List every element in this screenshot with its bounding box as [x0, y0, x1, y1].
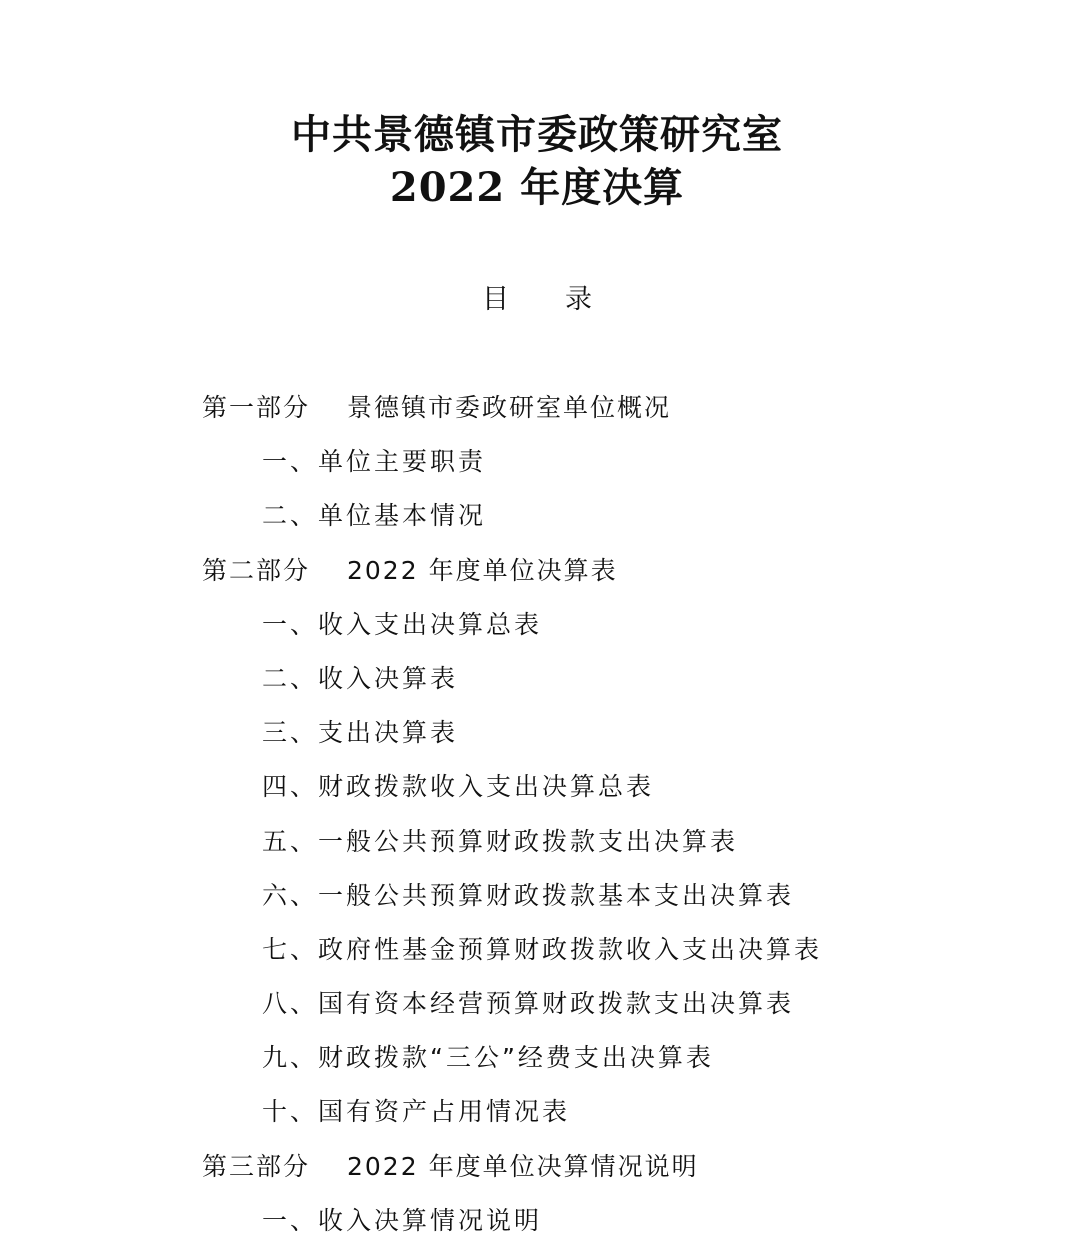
toc-heading	[0, 282, 1074, 318]
toc-item: 八、国有资本经营预算财政拨款支出决算表	[262, 989, 795, 1019]
toc-item: 四、财政拨款收入支出决算总表	[262, 772, 655, 802]
toc-part-label: 第三部分	[202, 1151, 311, 1181]
toc-part-label: 第二部分	[202, 555, 311, 585]
toc-part-heading	[0, 544, 1074, 598]
toc-heading-char: 录	[565, 284, 592, 315]
toc-heading-char: 目	[482, 284, 509, 315]
document-title: 中共景德镇市委政策研究室	[291, 111, 783, 158]
table-of-contents	[0, 381, 1074, 1248]
toc-item: 二、收入决算表	[262, 663, 459, 693]
toc-part-heading	[0, 1140, 1074, 1194]
toc-item: 六、一般公共预算财政拨款基本支出决算表	[262, 880, 795, 910]
toc-item: 二、单位基本情况	[262, 501, 487, 531]
document-subtitle: 2022 年度决算	[389, 164, 685, 211]
toc-item: 七、政府性基金预算财政拨款收入支出决算表	[262, 934, 823, 964]
toc-part-heading	[0, 381, 1074, 435]
toc-item: 一、单位主要职责	[262, 447, 487, 477]
toc-item: 十、国有资产占用情况表	[262, 1097, 571, 1127]
toc-part-title: 2022 年度单位决算情况说明	[347, 1151, 699, 1181]
toc-item: 一、收入决算情况说明	[262, 1205, 543, 1235]
toc-item: 九、财政拨款“三公”经费支出决算表	[262, 1043, 714, 1073]
toc-part-title: 2022 年度单位决算表	[347, 555, 618, 585]
toc-part-title: 景德镇市委政研室单位概况	[347, 393, 672, 422]
toc-item: 一、收入支出决算总表	[262, 609, 543, 639]
toc-item: 三、支出决算表	[262, 718, 459, 748]
toc-item: 五、一般公共预算财政拨款支出决算表	[262, 826, 739, 856]
toc-part-label: 第一部分	[202, 393, 311, 422]
